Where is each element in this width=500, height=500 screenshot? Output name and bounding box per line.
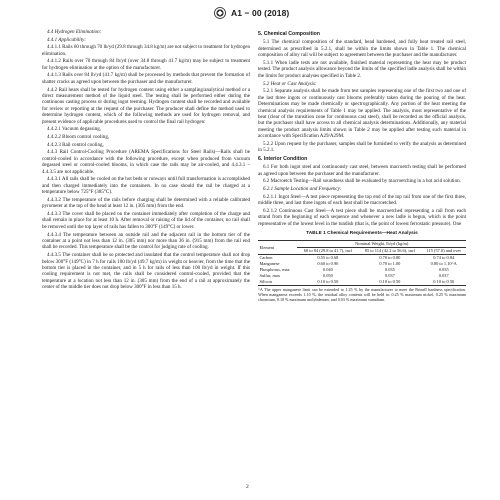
cell: Silicon <box>258 279 297 285</box>
paragraph: 6.2.1.2 Continuous Cast Steel—A test piece shall be macroetched representing a rail from each strand from the beginning of each sequence and whenever a new ladle is begun, which is the point representative of the lowest level in the tundish (that is, the point of lowest ferrostatic pressure). One <box>258 207 466 227</box>
paragraph: 6.2.1.1 Ingot Steel—A test piece representing the top end of the top rail from one of the first three, middle three, and last three ingots of each heat shall be macroetched. <box>258 193 466 207</box>
table-row <box>258 279 466 285</box>
paragraph: 4.4.1.1 Rails 60 through 70 lb/yd (29.8 through 34.8 kg/m) are not subject to treatment for hydrogen elimination. <box>42 44 250 57</box>
paragraph: 4.4.1.3 Rails over 84 lb/yd (41.7 kg/m) shall be processed by methods that prevent the formation of shatter cracks as agreed upon between the purchaser and the manufacturer. <box>42 72 250 85</box>
cell: 0.10 to 0.50 <box>297 279 358 285</box>
cell: 0.10 to 0.50 <box>358 279 421 285</box>
standard-designation: A1 − 00 (2018) <box>231 8 290 18</box>
cell: 0.037 <box>438 272 449 278</box>
page-header <box>0 7 500 21</box>
cell: Manganese <box>259 260 280 266</box>
paragraph: 6.2.1 Sample Location and Frequency: <box>263 186 342 193</box>
element-header: Element <box>258 240 297 254</box>
paragraph: 6.2 Macroetch Testing—Rail soundness shall be evaluated by macroetching in a hot acid solution. <box>263 178 461 185</box>
left-column <box>42 29 250 292</box>
paragraph: 4.4.2 Rail heats shall be tested for hydrogen content using either a sampling/analytical method or a direct measurement method of the liquid steel. The testing shall be performed either during the continuous casting process or during ingot teeming. Hydrogen content shall be recorded and available for review or reporting at the request of the purchaser. The producer shall define the method used to determine hydrogen content, which of the following methods are used for hydrogen removal, and present evidence of applicable procedures used to control the final rail hydrogen: <box>42 86 250 125</box>
group-header: Nominal Weight, lb/yd (kg/m) <box>297 240 466 247</box>
paragraph: 4.4.2.1 Vacuum degassing, <box>47 126 102 133</box>
page-number: 2 <box>246 484 249 490</box>
table-title: TABLE 1 Chemical Requirements—Heat Analysis <box>306 231 418 237</box>
paragraph: 4.4.3 Rail Control-Cooling Procedure (AREMA Specifications for Steel Rails)—Rails shall be control-cooled in accordance with the following procedure, except when produced from vacuum degassed steel or control-cooled blooms, in which case the rails may be air-cooled, and 4.4.3.1 – 4.4.3.5 are not applicable. <box>42 149 250 175</box>
paragraph: 4.4.2.3 Rail control cooling, <box>47 141 104 148</box>
chemical-requirements-table <box>258 240 466 286</box>
paragraph: 5.2.1 Separate analysis shall be made from test samples representing one of the first two and one of the last three ingots or continuously cast blooms preferably taken during the pouring of the heat. Determinations may be made chemically or spectrographically. Any portion of the heat meeting the chemical analysis requirements of Table 1 may be applied. The analysis, most representative of the heat (clear of the transition zone for continuous cast steel), shall be recorded as the official analysis, but the purchaser shall have access to all chemical analysis determinations. Additionally, any material meeting the product analysis limits shown in Table 2 may be applied after testing such material in accordance with Specification A29/A29M. <box>258 88 466 140</box>
cell: 0.037 <box>384 272 395 278</box>
paragraph: 4.4.3.4 The temperature between an outside rail and the adjacent rail in the bottom tier of the container at a point not less than 12 in. (305 mm) nor more than 36 in. (915 mm) from the rail end shall be recorded. This temperature shall be the control for judging rate of cooling. <box>42 231 250 251</box>
paragraph: 4.4.3.5 The container shall be so protected and insulated that the control temperature shall not drop below 300°F (149°C) in 7 h for rails 100 lb/yd (49.7 kg/m) in weight or heavier, from the time that the bottom tier is placed in the container, and in 5 h for rails of less than 100 lb/yd in weight. If this cooling requirement is not met, the rails shall be considered control-cooled, provided that the temperature at a location not less than 12 in. (305 mm) from the end of a rail at approximately the center of the middle tier does not drop below 300°F in less than 15 h. <box>42 252 250 291</box>
paragraph: 5.1.1 When ladle tests are not available, finished material representing the heat may be product tested. The product analysis allowance beyond the limits of the specified ladle analysis shall be within the limits for product analyses specified in Table 2. <box>258 60 466 79</box>
right-column <box>258 29 466 302</box>
paragraph: 4.4.3.3 The cover shall be placed on the container immediately after completion of the charge and shall remain in place for at least 10 h. After removal or raising of the lid of the container, no rail shall be removed until the top layer of rails has fallen to 300°F (149°C) or lower. <box>42 211 250 230</box>
astm-logo-icon <box>214 7 226 19</box>
paragraph: 4.4.3.2 The temperature of the rails before charging shall be determined with a reliable calibrated pyrometer at the top of the head at least 12 in. (305 mm) from the end. <box>42 196 250 210</box>
cell: 0.74 to 0.84 <box>433 255 455 260</box>
cell: Carbon <box>259 255 273 260</box>
cell: 0.10 to 0.50 <box>421 279 466 285</box>
column-header: 115 (57.0) and over <box>421 247 466 254</box>
cell: 0.55 to 0.68 <box>317 255 339 260</box>
column-header: 60 to 84 (29.8 to 41.7), incl <box>297 247 358 254</box>
cell: 0.040 <box>322 266 333 272</box>
cell: 0.70 to 0.80 <box>379 255 401 260</box>
paragraph: 5.2.2 Upon request by the purchaser, samples shall be furnished to verify the analysis as determined in 5.2.1. <box>258 141 466 154</box>
paragraph: 4.4 Hydrogen Elimination: <box>47 29 102 35</box>
cell: 0.035 <box>384 266 395 272</box>
cell: 0.050 <box>322 272 333 278</box>
column-header: 85 to 114 (42.2 to 56.6), incl <box>358 247 421 254</box>
section-heading: 5. Chemical Composition <box>258 31 320 37</box>
cell: Phosphorus, max <box>259 266 290 272</box>
paragraph: 5.2 Heat or Cast Analysis: <box>263 80 317 87</box>
cell: 0.80 to 1.10^A <box>430 260 457 266</box>
table-footnote: ^A The upper manganese limit can be extended to 1.25 % by the manufacturer to meet the Brinell hardness specification. When manganese exceeds 1.10 %, the residual alloy contents will be held to: 0.25 % maximum nickel, 0.25 % maximum chromium, 0.10 % maximum molybdenum, and 0.03 % maximum vanadium. <box>258 287 466 303</box>
paragraph: 4.4.2.2 Bloom control cooling, <box>47 134 110 141</box>
cell: 0.60 to 0.90 <box>317 260 339 266</box>
paragraph: 4.4.1.2 Rails over 70 through 84 lb/yd (over 34.8 through 41.7 kg/m) may be subject to treatment for hydrogen elimination at the option of the manufacturer. <box>42 58 250 71</box>
paragraph: 5.1 The chemical composition of the standard, head hardened, and fully heat treated rail steel, determined as prescribed in 5.2.1, shall be within the limits shown in Table 1. The chemical composition of alloy rail will be subject to agreement between the purchaser and the manufacturer. <box>258 39 466 59</box>
cell: Sulfur, max <box>259 272 281 278</box>
paragraph: 4.4.3.1 All rails shall be cooled on the hot beds or runways until full transformation is accomplished and then charged immediately into the containers. In no case should the rail be charged at a temperature below 725°F (385°C). <box>42 176 250 196</box>
paragraph: 6.1 For both ingot steel and continuously cast steel, between macroetch testing shall be performed as agreed upon between the purchaser and the manufacturer. <box>258 164 466 177</box>
paragraph: 4.4.1 Applicability: <box>47 36 87 43</box>
cell: 0.70 to 1.00 <box>379 260 401 266</box>
cell: 0.035 <box>438 266 449 272</box>
section-heading: 6. Interior Condition <box>258 155 308 162</box>
